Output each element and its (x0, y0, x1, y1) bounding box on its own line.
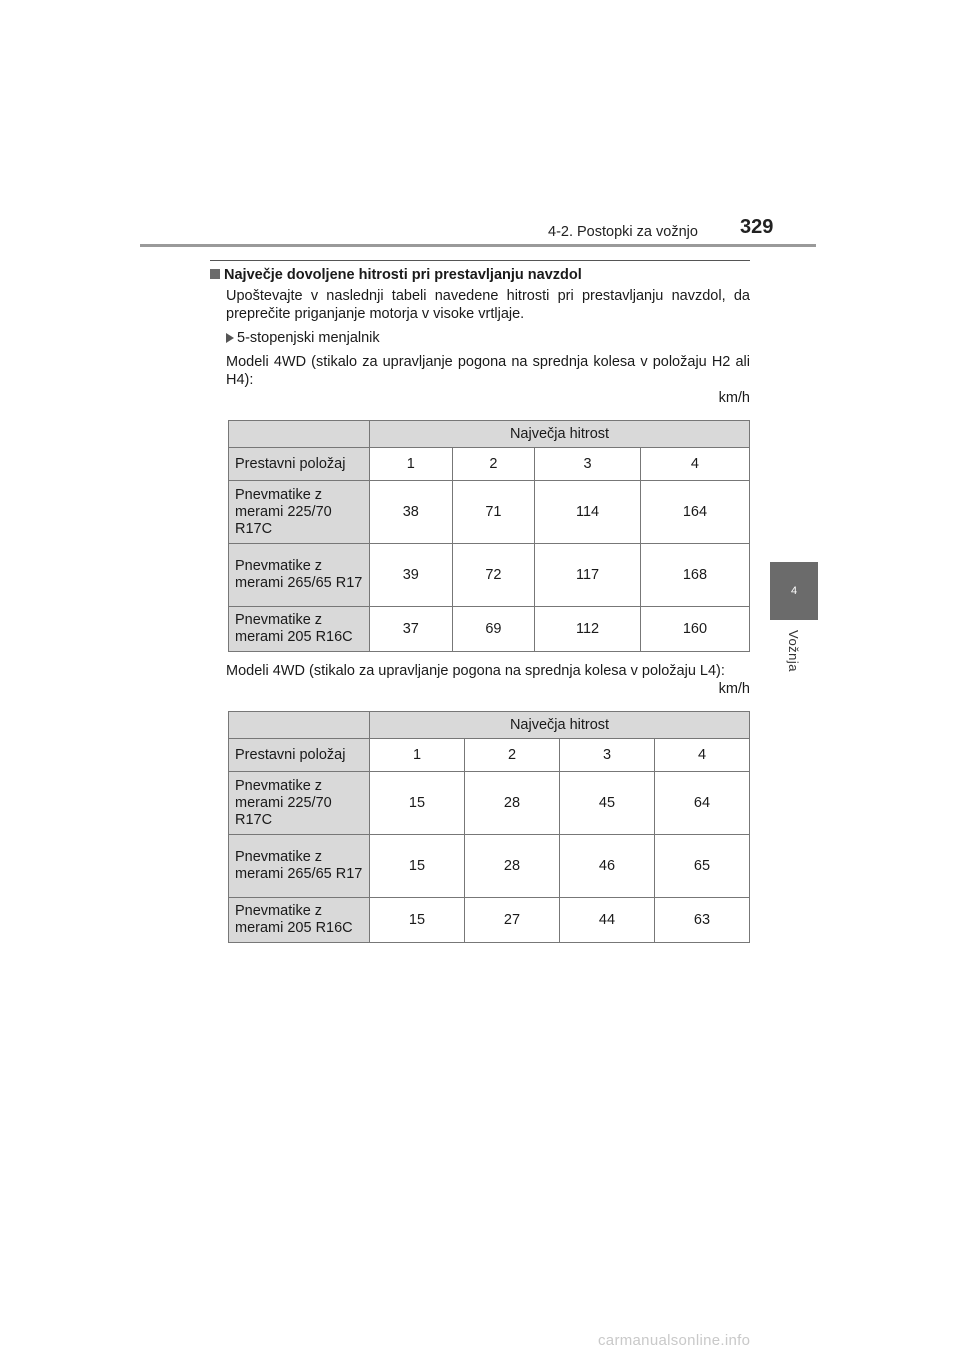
speed-cell: 45 (560, 772, 655, 835)
gear-cell: 3 (560, 739, 655, 772)
speed-table-h2-h4 (228, 420, 750, 652)
speed-cell: 69 (452, 607, 535, 652)
tire-label: Pnevmatike z merami 265/65 R17 (229, 544, 370, 607)
page-number: 329 (740, 216, 774, 238)
gear-cell: 1 (370, 448, 453, 481)
table-row (229, 481, 750, 544)
gear-cell: 3 (535, 448, 641, 481)
chapter-label: Vožnja (786, 630, 801, 673)
gear-cell: 4 (655, 739, 750, 772)
table-row (229, 835, 750, 898)
tire-label: Pnevmatike z merami 205 R16C (229, 607, 370, 652)
table-row (229, 607, 750, 652)
speed-cell: 38 (370, 481, 453, 544)
speed-cell: 160 (640, 607, 749, 652)
gear-cell: 1 (370, 739, 465, 772)
speed-cell: 15 (370, 898, 465, 943)
speed-cell: 72 (452, 544, 535, 607)
section-title-text: Največje dovoljene hitrosti pri prestavljanju navzdol (224, 267, 582, 283)
chapter-number: 4 (790, 585, 798, 597)
bullet-text: 5-stopenjski menjalnik (237, 330, 380, 346)
speed-cell: 15 (370, 835, 465, 898)
speed-cell: 168 (640, 544, 749, 607)
speed-cell: 65 (655, 835, 750, 898)
tire-label: Pnevmatike z merami 225/70 R17C (229, 481, 370, 544)
speed-cell: 117 (535, 544, 641, 607)
speed-cell: 114 (535, 481, 641, 544)
speed-cell: 28 (465, 772, 560, 835)
chapter-tab[interactable] (770, 562, 818, 620)
speed-cell: 15 (370, 772, 465, 835)
tire-label: Pnevmatike z merami 225/70 R17C (229, 772, 370, 835)
speed-cell: 37 (370, 607, 453, 652)
speed-table-l4 (228, 711, 750, 943)
table-row (229, 772, 750, 835)
gear-cell: 4 (640, 448, 749, 481)
transmission-bullet (226, 329, 750, 347)
table-row (229, 898, 750, 943)
speed-cell: 28 (465, 835, 560, 898)
speed-cell: 164 (640, 481, 749, 544)
speed-cell: 64 (655, 772, 750, 835)
header-divider (140, 244, 816, 247)
square-bullet-icon (210, 269, 220, 279)
gear-cell: 2 (452, 448, 535, 481)
footer-watermark[interactable]: carmanualsonline.info (598, 1332, 751, 1349)
page-content (210, 264, 750, 953)
section-title (210, 266, 750, 284)
speed-cell: 63 (655, 898, 750, 943)
table-row (229, 544, 750, 607)
intro-paragraph: Upoštevajte v naslednji tabeli navedene hitrosti pri prestavljanju navzdol, da preprečite priganjanje motorja v visoke vrtljaje. (226, 288, 750, 322)
speed-cell: 46 (560, 835, 655, 898)
tire-label: Pnevmatike z merami 265/65 R17 (229, 835, 370, 898)
speed-cell: 112 (535, 607, 641, 652)
tire-label: Pnevmatike z merami 205 R16C (229, 898, 370, 943)
section-divider (210, 260, 750, 261)
section-heading: 4-2. Postopki za vožnjo (548, 224, 698, 240)
row-label: Prestavni položaj (229, 448, 370, 481)
table-header: Največja hitrost (370, 712, 750, 739)
speed-cell: 39 (370, 544, 453, 607)
table2-unit: km/h (718, 681, 750, 697)
table-corner (229, 712, 370, 739)
table2-caption: Modeli 4WD (stikalo za upravljanje pogona na sprednja kolesa v položaju L4): (226, 663, 725, 679)
gear-cell: 2 (465, 739, 560, 772)
table1-caption: Modeli 4WD (stikalo za upravljanje pogona na sprednja kolesa v položaju H2 ali H4): (226, 354, 750, 388)
table1-unit: km/h (718, 390, 750, 406)
table-corner (229, 421, 370, 448)
table-header: Največja hitrost (370, 421, 750, 448)
row-label: Prestavni položaj (229, 739, 370, 772)
speed-cell: 71 (452, 481, 535, 544)
speed-cell: 44 (560, 898, 655, 943)
speed-cell: 27 (465, 898, 560, 943)
triangle-bullet-icon (226, 333, 234, 343)
